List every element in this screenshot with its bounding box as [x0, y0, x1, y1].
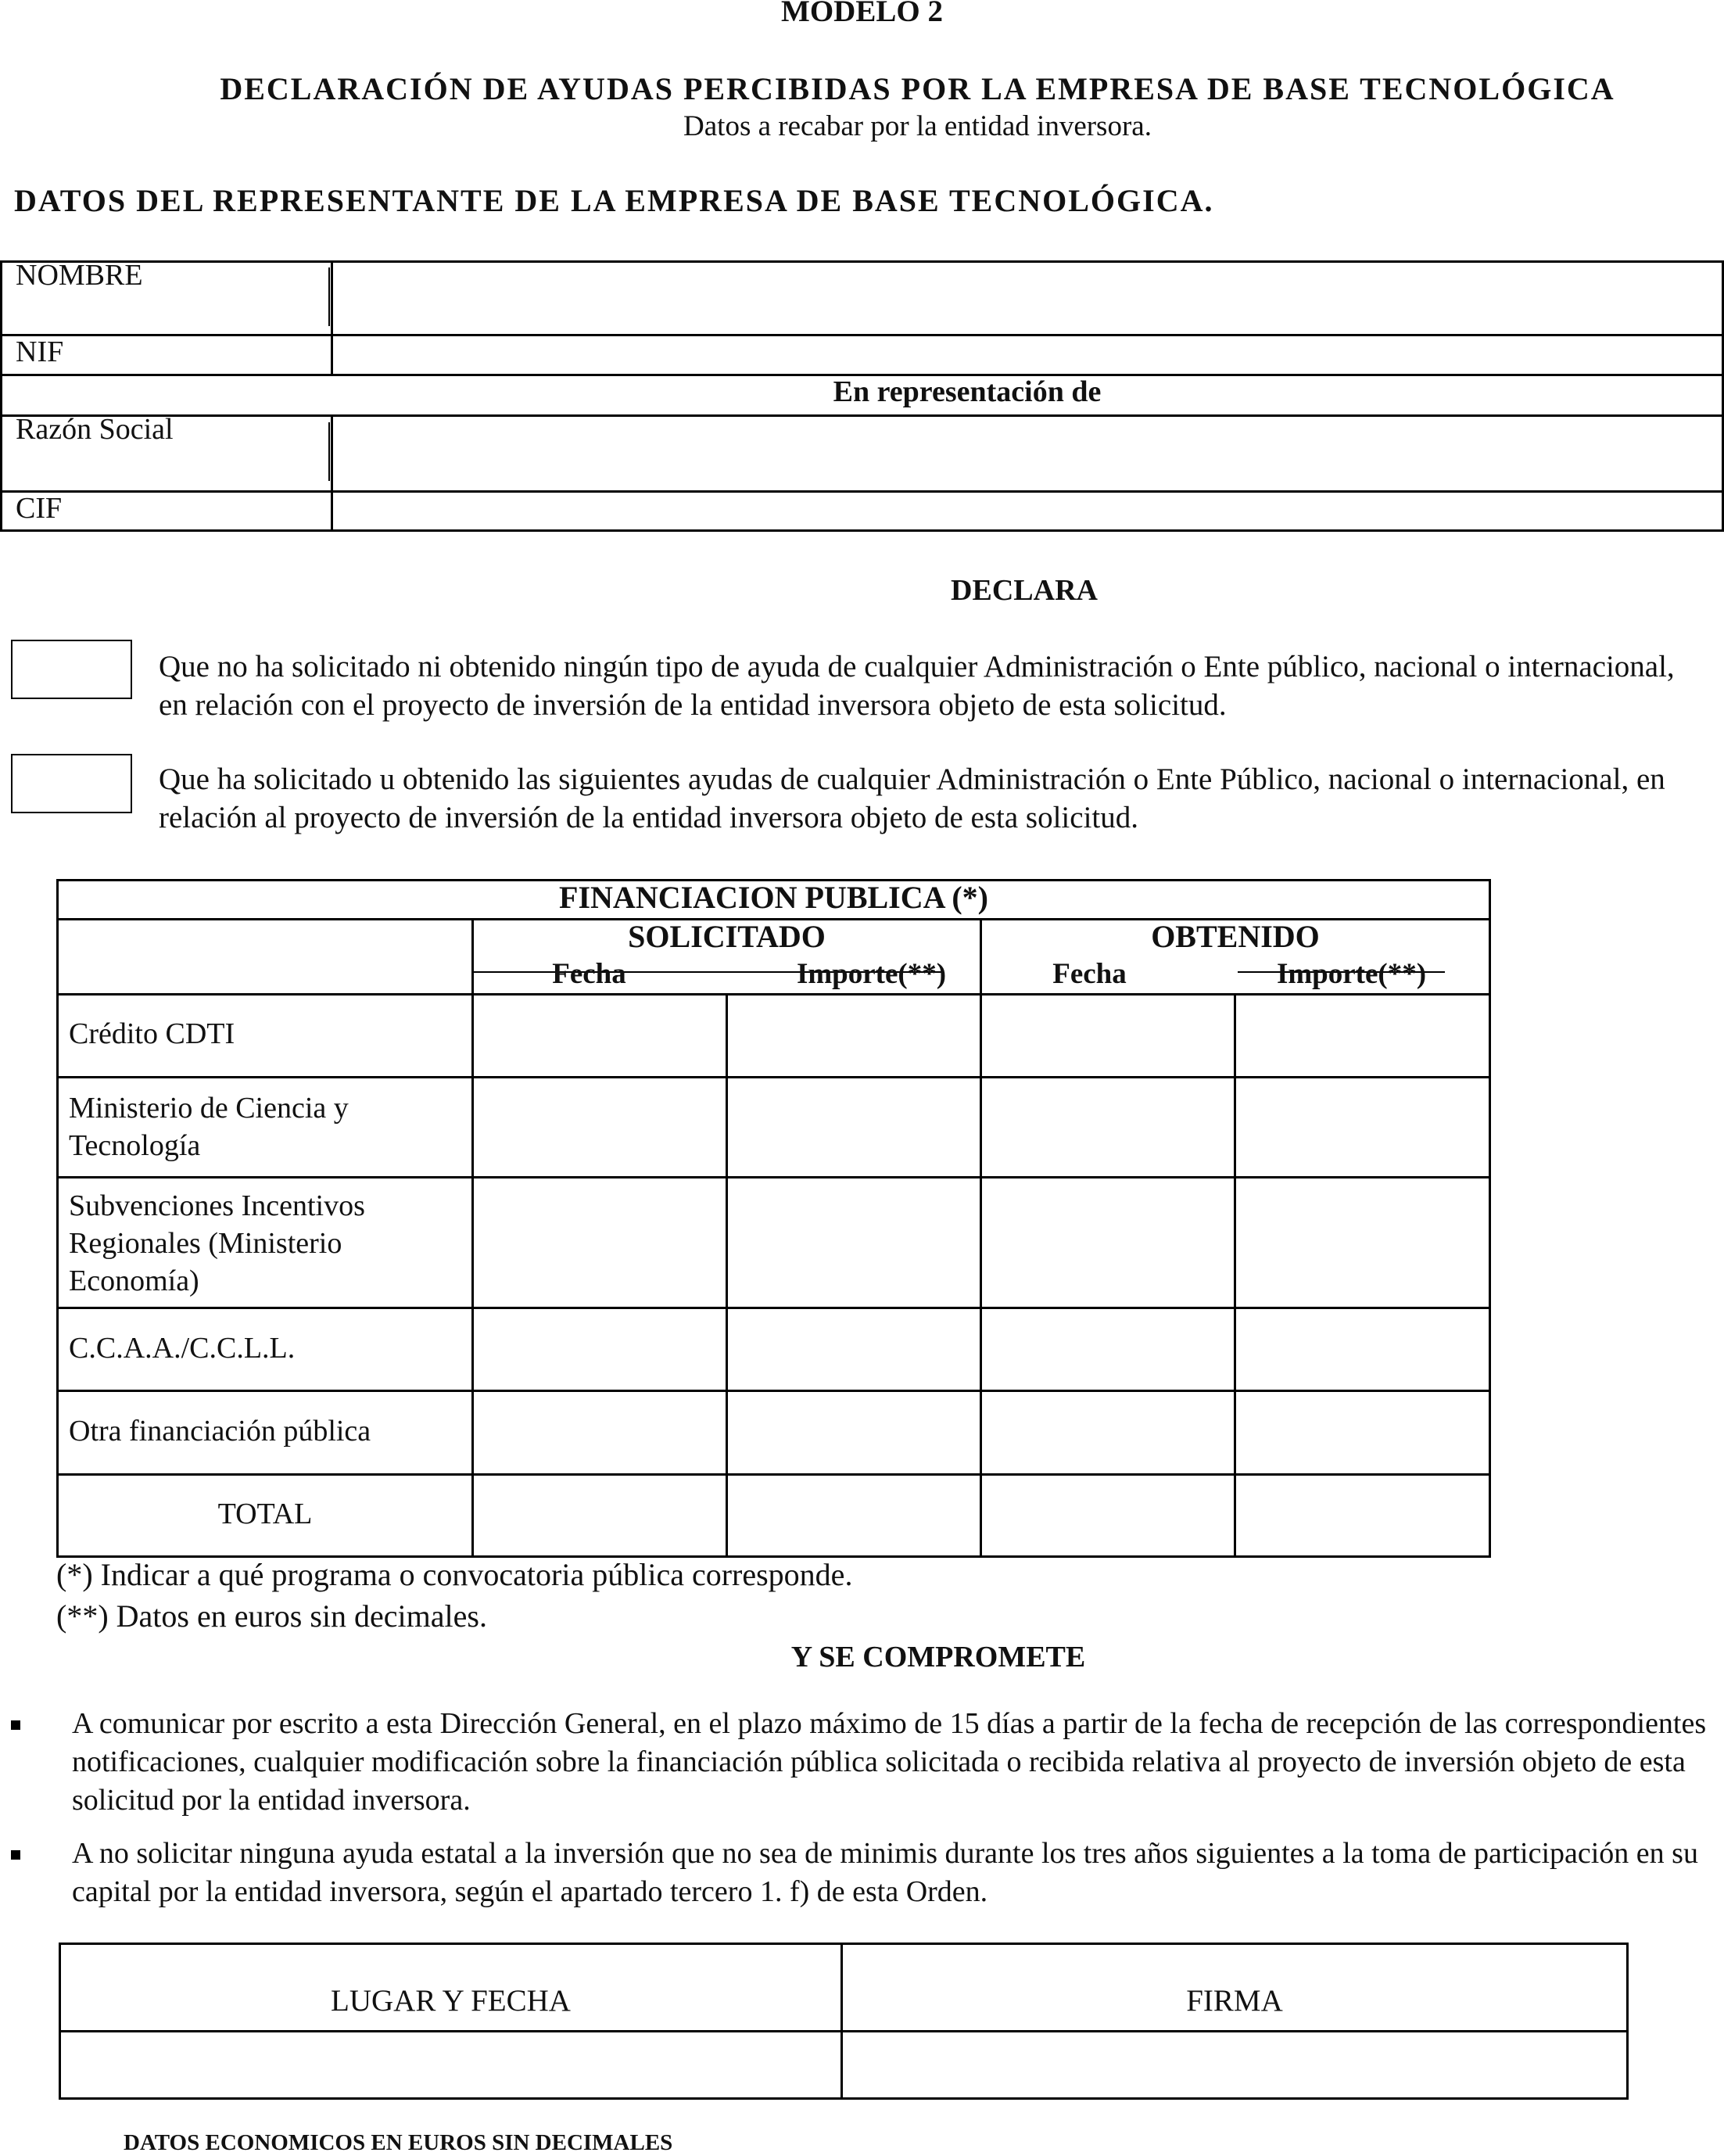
cif-field[interactable]: [333, 493, 1722, 529]
row-label-total: TOTAL: [217, 1498, 313, 1530]
nif-label: NIF: [16, 335, 64, 368]
company-name-field[interactable]: [333, 417, 1722, 490]
place-date-label: LUGAR Y FECHA: [331, 1984, 571, 2018]
footnote-program: (*) Indicar a qué programa o convocatoria pública corresponde.: [56, 1557, 853, 1592]
company-name-label: Razón Social: [16, 413, 174, 446]
bullet-icon: [11, 1720, 20, 1730]
name-label: NOMBRE: [16, 259, 143, 292]
funding-table-title: FINANCIACION PUBLICA (*): [559, 880, 988, 915]
row-label-regional-incentives: Subvenciones Incentivos Regionales (Ministerio Economía): [69, 1189, 365, 1297]
representation-label: En representación de: [833, 375, 1102, 408]
commitment-heading: Y SE COMPROMETE: [790, 1641, 1086, 1674]
requested-header: SOLICITADO: [628, 919, 826, 954]
page-title: DECLARACIÓN DE AYUDAS PERCIBIDAS POR LA EMPRESA DE BASE TECNOLÓGICA: [220, 71, 1615, 106]
signature-label: FIRMA: [1186, 1984, 1283, 2018]
place-date-field[interactable]: [61, 2032, 840, 2097]
bullet-icon: [11, 1850, 20, 1860]
form-model-label: MODELO 2: [781, 0, 943, 28]
cif-label: CIF: [16, 492, 63, 525]
no-aid-checkbox[interactable]: [11, 640, 132, 699]
nif-field[interactable]: [333, 336, 1722, 374]
commitment-item: A no solicitar ninguna ayuda estatal a la inversión que no sea de minimis durante los tres años siguientes a la toma de participación en su capital por la entidad inversora, según el apartado tercero 1. f) de esta Orden.: [72, 1837, 1698, 1908]
economic-data-footer: DATOS ECONOMICOS EN EUROS SIN DECIMALES: [124, 2130, 673, 2155]
obtained-header: OBTENIDO: [1151, 919, 1320, 954]
aid-received-checkbox[interactable]: [11, 754, 132, 813]
row-label-ccaa: C.C.A.A./C.C.L.L.: [69, 1332, 296, 1365]
no-aid-statement: Que no ha solicitado ni obtenido ningún tipo de ayuda de cualquier Administración o Ente público, nacional o internacional, en relación con el proyecto de inversión de la entidad inversora objeto de esta solicitud.: [159, 650, 1675, 722]
footnote-euros: (**) Datos en euros sin decimales.: [56, 1598, 487, 1634]
requested-date-header: Fecha: [552, 958, 626, 990]
obtained-date-header: Fecha: [1052, 958, 1127, 990]
page-subtitle: Datos a recabar por la entidad inversora.: [683, 110, 1152, 142]
name-field[interactable]: [333, 263, 1722, 334]
row-label-other-public-funding: Otra financiación pública: [69, 1415, 371, 1447]
signature-field[interactable]: [843, 2032, 1626, 2097]
aid-received-statement: Que ha solicitado u obtenido las siguientes ayudas de cualquier Administración o Ente Público, nacional o internacional, en relación al proyecto de inversión de la entidad inversora objeto de esta solicitud.: [159, 762, 1665, 834]
declaration-heading: DECLARA: [951, 574, 1098, 607]
obtained-amount-header: Importe(**): [1276, 958, 1427, 990]
representative-section-title: DATOS DEL REPRESENTANTE DE LA EMPRESA DE BASE TECNOLÓGICA.: [14, 183, 1214, 218]
commitment-item: A comunicar por escrito a esta Dirección General, en el plazo máximo de 15 días a partir de la fecha de recepción de las correspondientes notificaciones, cualquier modificación sobre la financiación pública solicitada o recibida relativa al proyecto de inversión objeto de esta solicitud por la entidad inversora.: [72, 1707, 1707, 1817]
row-label-science-ministry: Ministerio de Ciencia y Tecnología: [69, 1092, 349, 1162]
requested-amount-header: Importe(**): [796, 958, 947, 990]
row-label-cdti: Crédito CDTI: [69, 1017, 235, 1050]
